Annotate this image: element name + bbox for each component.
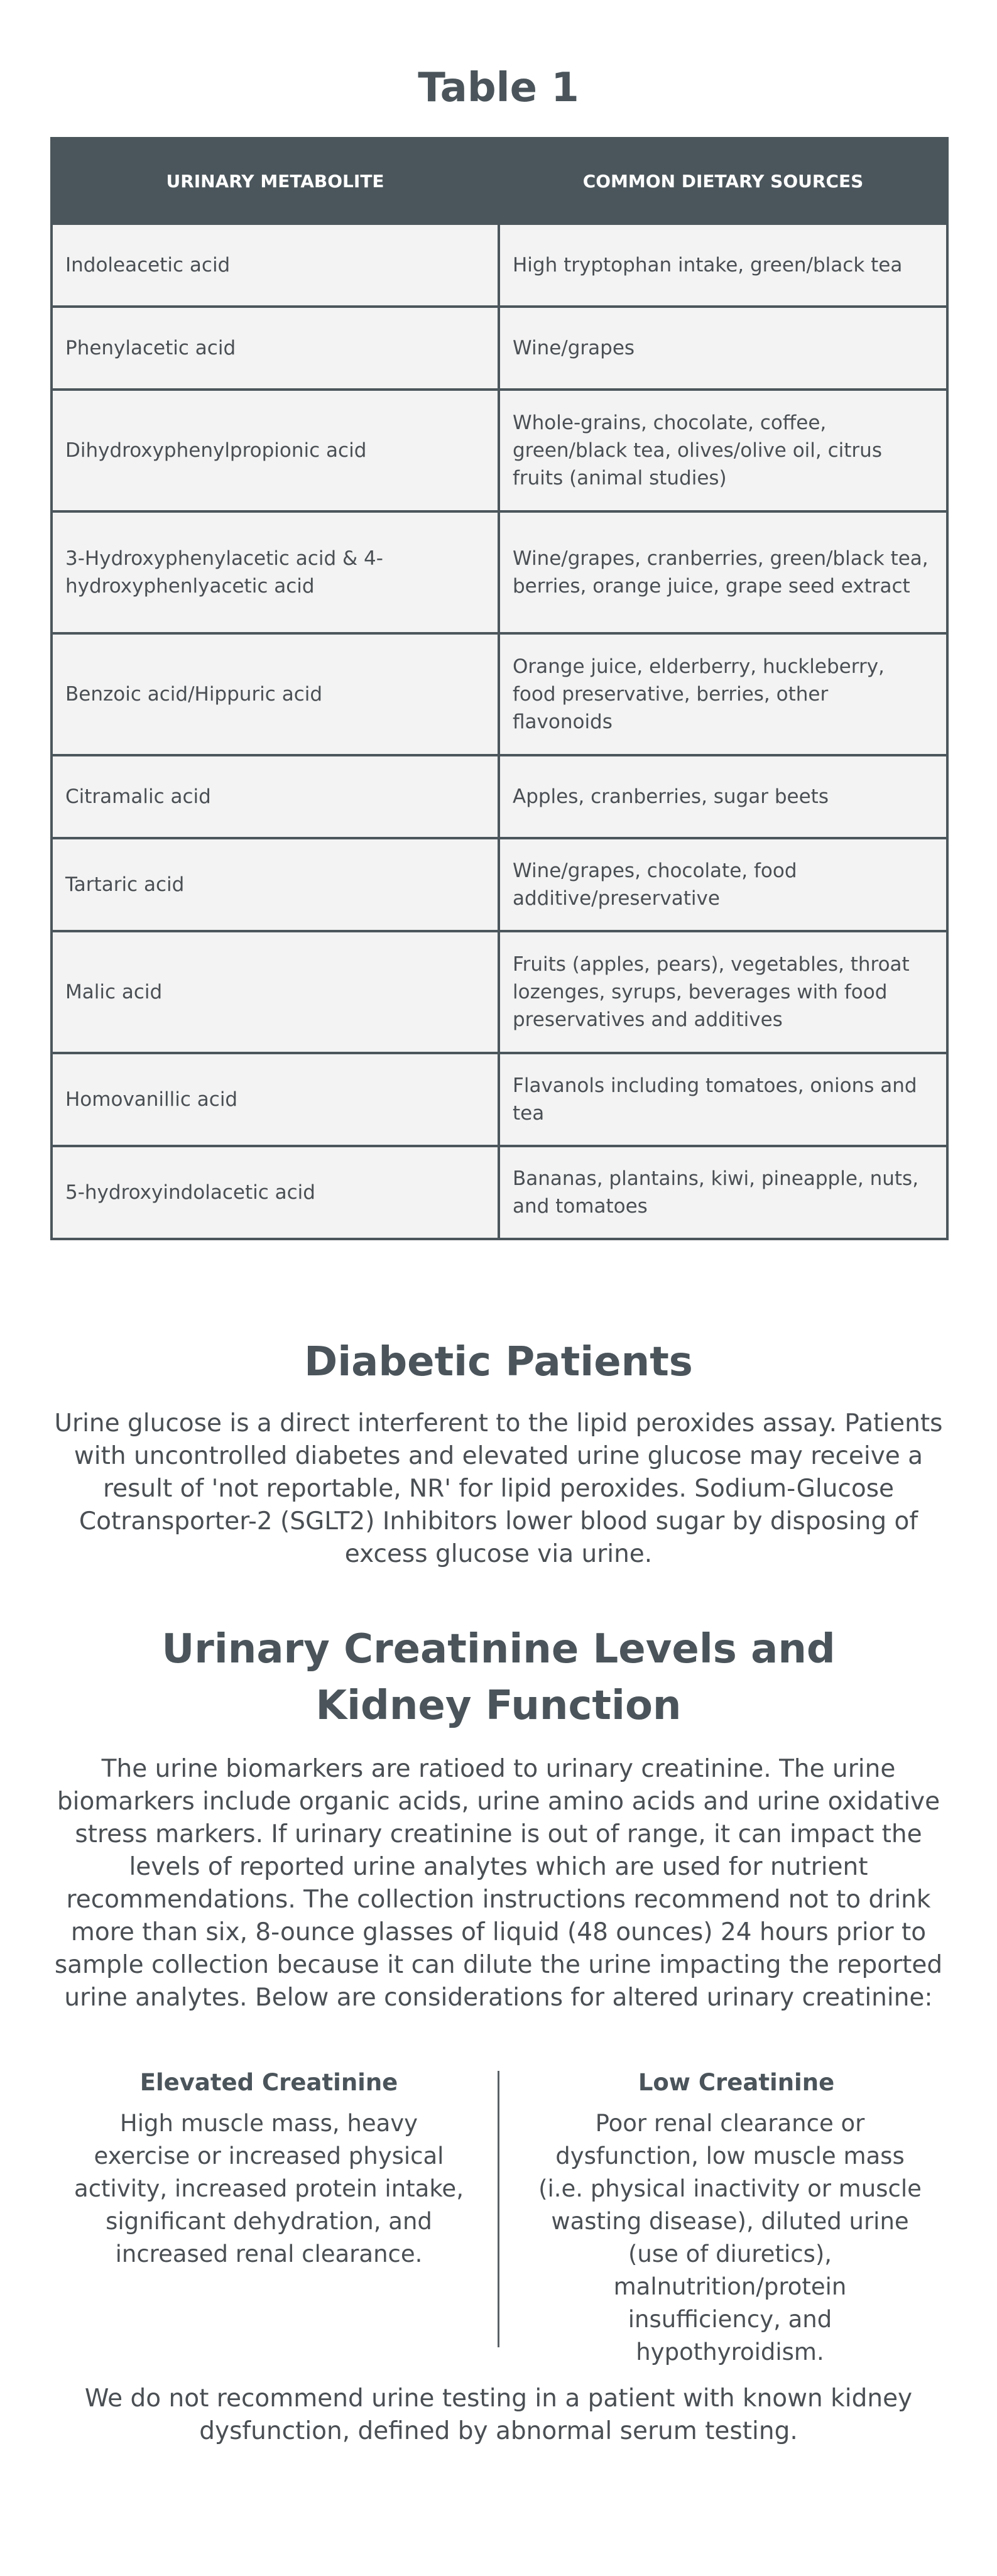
- table-title: Table 1: [418, 65, 579, 111]
- table-row: [52, 390, 947, 511]
- metabolite-cell: Homovanillic acid: [52, 1053, 499, 1146]
- low-creatinine-heading: Low Creatinine: [638, 2069, 835, 2096]
- sources-cell: Apples, cranberries, sugar beets: [499, 755, 947, 838]
- metabolite-cell: Tartaric acid: [52, 838, 499, 931]
- metabolite-cell: Citramalic acid: [52, 755, 499, 838]
- table-row: [52, 838, 947, 931]
- sources-cell: Flavanols including tomatoes, onions and tea: [499, 1053, 947, 1146]
- diabetic-patients-body: Urine glucose is a direct interferent to the lipid peroxides assay. Patients with uncontrolled diabetes and elevated urine glucose may receive a result of 'not reportable, NR' for lipid peroxides. Sodium-Glucose Cotransporter-2 (SGLT2) Inhibitors lower blood sugar by disposing of excess glucose via urine.: [54, 1409, 943, 1568]
- header-urinary-metabolite: URINARY METABOLITE: [52, 138, 499, 224]
- table-row: [52, 931, 947, 1053]
- elevated-creatinine-heading: Elevated Creatinine: [139, 2069, 398, 2096]
- diabetic-patients-title: Diabetic Patients: [304, 1339, 693, 1385]
- metabolite-cell: 3-Hydroxyphenylacetic acid & 4-hydroxyphenlyacetic acid: [52, 511, 499, 633]
- table-header-row: [52, 138, 947, 224]
- sources-cell: Bananas, plantains, kiwi, pineapple, nuts, and tomatoes: [499, 1146, 947, 1239]
- low-creatinine-text: Poor renal clearance or dysfunction, low muscle mass (i.e. physical inactivity or muscle wasting disease), diluted urine (use of diuretics), malnutrition/protein insufficiency, and hypothyroidism.: [538, 2110, 922, 2366]
- table-row: [52, 511, 947, 633]
- kidney-dysfunction-note: We do not recommend urine testing in a patient with known kidney dysfunction, defined by abnormal serum testing.: [84, 2384, 913, 2445]
- sources-cell: Fruits (apples, pears), vegetables, throat lozenges, syrups, beverages with food preservatives and additives: [499, 931, 947, 1053]
- sources-cell: Wine/grapes, chocolate, food additive/preservative: [499, 838, 947, 931]
- metabolite-cell: Indoleacetic acid: [52, 224, 499, 307]
- column-divider: [498, 2071, 499, 2347]
- metabolite-cell: Benzoic acid/Hippuric acid: [52, 633, 499, 755]
- table-row: [52, 1053, 947, 1146]
- creatinine-section-body: The urine biomarkers are ratioed to urinary creatinine. The urine biomarkers include organic acids, urine amino acids and urine oxidative stress markers. If urinary creatinine is out of range, it can impact the levels of reported urine analytes which are used for nutrient recommendations. The collection instructions recommend not to drink more than six, 8-ounce glasses of liquid (48 ounces) 24 hours prior to sample collection because it can dilute the urine impacting the reported urine analytes. Below are considerations for altered urinary creatinine:: [54, 1755, 943, 2012]
- table-row: [52, 633, 947, 755]
- metabolite-cell: Dihydroxyphenylpropionic acid: [52, 390, 499, 511]
- metabolite-cell: Malic acid: [52, 931, 499, 1053]
- table-row: [52, 224, 947, 307]
- sources-cell: High tryptophan intake, green/black tea: [499, 224, 947, 307]
- metabolite-cell: 5-hydroxyindolacetic acid: [52, 1146, 499, 1239]
- header-common-dietary-sources: COMMON DIETARY SOURCES: [499, 138, 947, 224]
- metabolite-table: [50, 137, 949, 1240]
- metabolite-cell: Phenylacetic acid: [52, 307, 499, 390]
- table-row: [52, 755, 947, 838]
- creatinine-section-title: Urinary Creatinine Levels and Kidney Function: [161, 1626, 836, 1729]
- sources-cell: Wine/grapes, cranberries, green/black tea, berries, orange juice, grape seed extract: [499, 511, 947, 633]
- sources-cell: Orange juice, elderberry, huckleberry, food preservative, berries, other flavonoids: [499, 633, 947, 755]
- elevated-creatinine-text: High muscle mass, heavy exercise or increased physical activity, increased protein intake, significant dehydration, and increased renal clearance.: [74, 2110, 464, 2268]
- table-row: [52, 307, 947, 390]
- sources-cell: Wine/grapes: [499, 307, 947, 390]
- sources-cell: Whole-grains, chocolate, coffee, green/black tea, olives/olive oil, citrus fruits (animal studies): [499, 390, 947, 511]
- table-row: [52, 1146, 947, 1239]
